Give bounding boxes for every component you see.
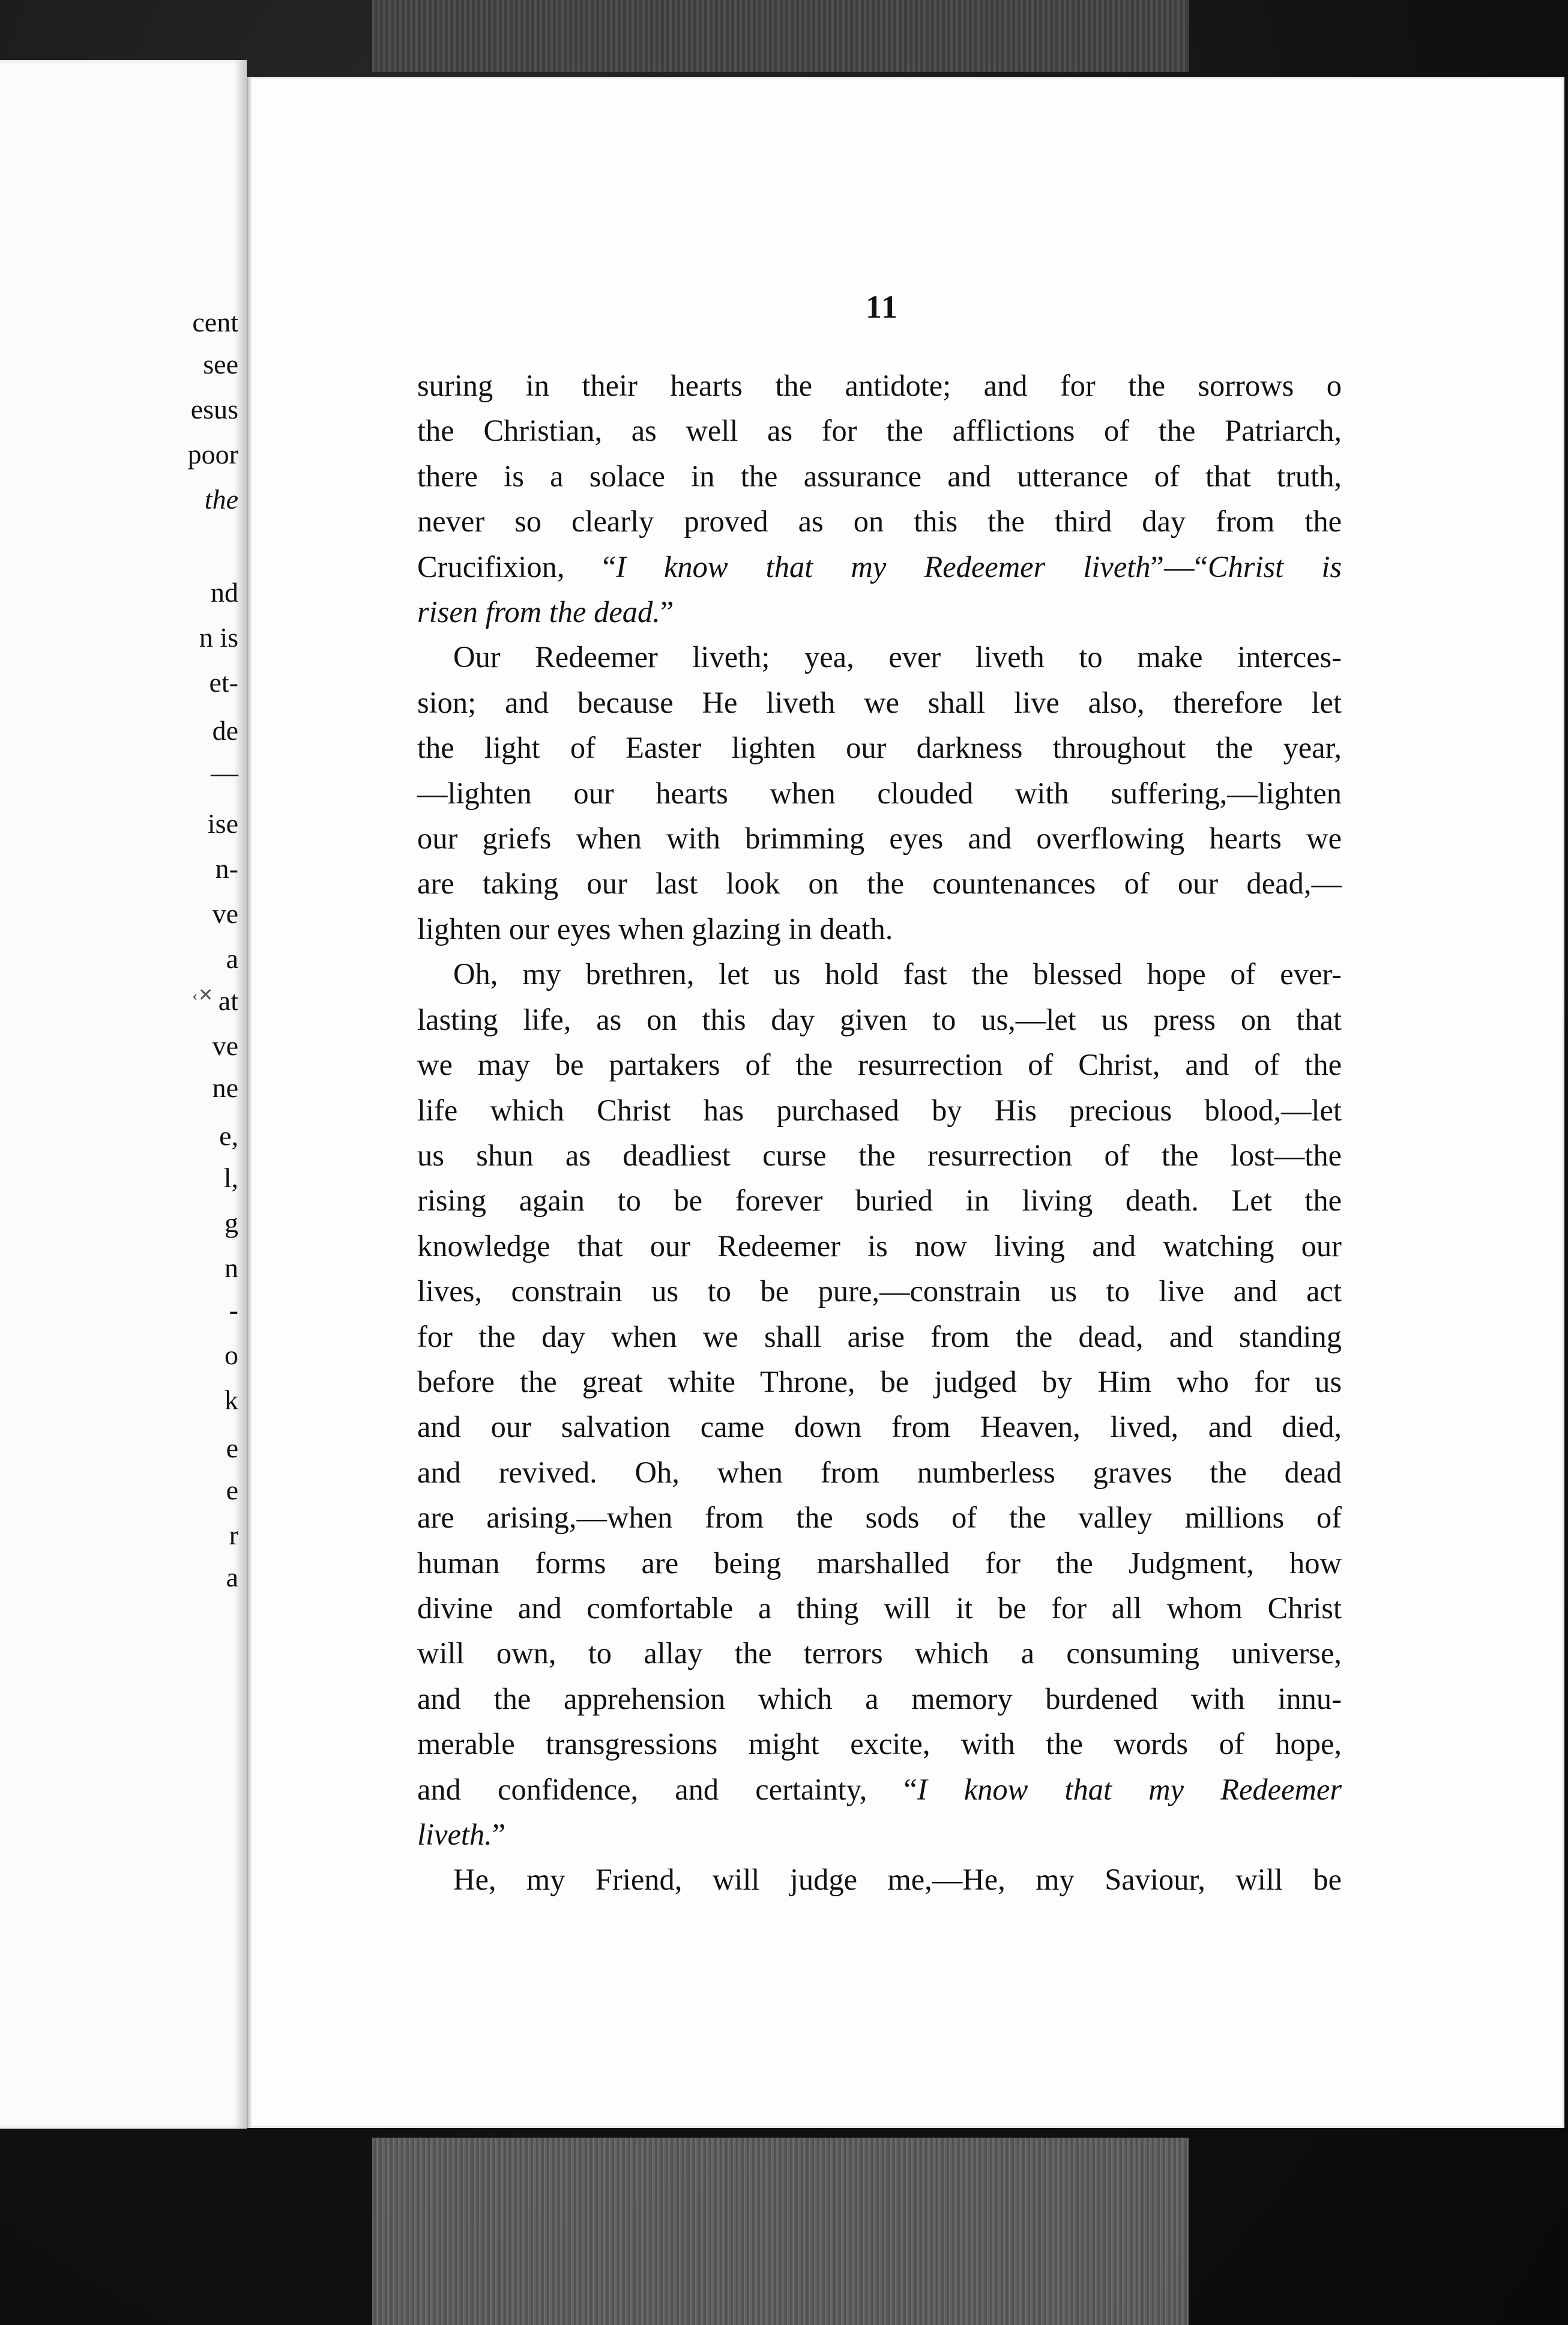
left-page-fragment: the — [204, 484, 238, 515]
text-line: and the apprehension which a memory burdened with innu- — [417, 1681, 1342, 1716]
text-run: and confidence, and certainty, “ — [417, 1772, 917, 1806]
left-page-fragment: ise — [207, 808, 238, 839]
left-page-fragment: cent — [192, 307, 238, 337]
body-text — [417, 363, 1342, 1903]
left-page-fragment: poor — [187, 439, 238, 470]
left-page-fragment: nd — [211, 577, 238, 608]
left-page-fragment: n — [225, 1253, 238, 1283]
left-page-fragment: - — [229, 1295, 238, 1325]
page-number: 11 — [866, 289, 899, 325]
text-line: divine and comfortable a thing will it be for all whom Christ — [417, 1591, 1342, 1625]
left-page-fragment: ne — [212, 1072, 238, 1103]
text-line: the Christian, as well as for the afflictions of the Patriarch, — [417, 414, 1342, 448]
scan-bottom-edge — [372, 2138, 1189, 2325]
text-line: lives, constrain us to be pure,—constrain us to live and act — [417, 1274, 1342, 1308]
text-run: ”—“ — [1150, 549, 1208, 584]
text-line: sion; and because He liveth we shall live also, therefore let — [417, 685, 1342, 719]
left-page-fragment: a — [226, 1562, 238, 1592]
text-line: our griefs when with brimming eyes and overflowing hearts we — [417, 821, 1342, 856]
text-line: lighten our eyes when glazing in death. — [417, 912, 893, 946]
text-line: human forms are being marshalled for the Judgment, how — [417, 1546, 1342, 1580]
spine-mark: ‹✕ — [192, 985, 214, 1005]
italic-quote: risen from the dead. — [417, 595, 660, 629]
left-page-fragment: e — [226, 1475, 238, 1505]
left-page-fragment: et- — [209, 667, 238, 698]
text-line: are arising,—when from the sods of the valley millions of — [417, 1501, 1342, 1535]
left-page-fragment: n is — [199, 622, 238, 653]
text-line: Our Redeemer liveth; yea, ever liveth to make interces- — [453, 640, 1342, 674]
left-page-fragment: k — [225, 1385, 238, 1415]
left-page-fragment: at — [218, 985, 238, 1016]
text-line: and our salvation came down from Heaven, lived, and died, — [417, 1410, 1342, 1444]
left-page-fragment: e — [226, 1433, 238, 1463]
text-line: will own, to allay the terrors which a consuming universe, — [417, 1636, 1342, 1670]
text-line: Oh, my brethren, let us hold fast the blessed hope of ever- — [453, 957, 1342, 991]
text-line: we may be partakers of the resurrection of Christ, and of the — [417, 1048, 1342, 1082]
left-page-fragment: — — [211, 757, 238, 788]
scan-top-edge — [372, 0, 1189, 72]
left-page-fragment: see — [203, 349, 238, 379]
left-page-fragment: e, — [219, 1120, 238, 1151]
left-page-fragment: n- — [215, 853, 238, 884]
italic-quote: Christ is — [1207, 549, 1342, 584]
text-line: before the great white Throne, be judged by Him who for us — [417, 1364, 1342, 1398]
left-page-fragment: ve — [212, 1030, 238, 1061]
text-line: life which Christ has purchased by His precious blood,—let — [417, 1093, 1342, 1127]
text-line — [417, 1767, 1342, 1812]
text-line — [417, 1812, 1342, 1857]
italic-quote: liveth. — [417, 1818, 492, 1851]
left-page-fragment: r — [229, 1520, 238, 1550]
text-line: merable transgressions might excite, with the words of hope, — [417, 1727, 1342, 1761]
left-page-fragment: ve — [212, 898, 238, 929]
left-page-fragment: g — [225, 1208, 238, 1238]
text-line: suring in their hearts the antidote; and for the sorrows o — [417, 369, 1342, 402]
text-line — [417, 590, 1342, 635]
text-line: —lighten our hearts when clouded with suffering,—lighten — [417, 776, 1342, 810]
left-page — [0, 60, 247, 2129]
text-line: are taking our last look on the countenances of our dead,— — [417, 866, 1342, 901]
text-line: He, my Friend, will judge me,—He, my Saviour, will be — [453, 1863, 1342, 1897]
left-page-fragment: de — [212, 715, 238, 746]
text-line: for the day when we shall arise from the dead, and standing — [417, 1319, 1342, 1353]
left-page-fragment: l, — [223, 1162, 238, 1193]
text-line: rising again to be forever buried in living death. Let the — [417, 1184, 1342, 1218]
left-page-fragment: o — [225, 1340, 238, 1370]
text-line: and revived. Oh, when from numberless graves the dead — [417, 1455, 1342, 1489]
text-line: knowledge that our Redeemer is now living and watching our — [417, 1229, 1342, 1263]
text-line: us shun as deadliest curse the resurrection of the lost—the — [417, 1138, 1342, 1172]
text-line: the light of Easter lighten our darkness throughout the year, — [417, 731, 1342, 765]
text-run: Crucifixion, “ — [417, 549, 616, 584]
text-run: ” — [660, 595, 674, 629]
italic-quote: I know that my Redeemer liveth — [616, 549, 1151, 584]
text-line — [417, 545, 1342, 590]
text-line: never so clearly proved as on this the third day from the — [417, 504, 1342, 539]
left-page-fragment: a — [226, 943, 238, 974]
italic-quote: I know that my Redeemer — [917, 1772, 1342, 1806]
left-page-fragment: esus — [190, 394, 238, 425]
text-line: lasting life, as on this day given to us,—let us press on that — [417, 1002, 1342, 1036]
text-run: ” — [492, 1818, 506, 1851]
text-line: there is a solace in the assurance and utterance of that truth, — [417, 459, 1342, 493]
